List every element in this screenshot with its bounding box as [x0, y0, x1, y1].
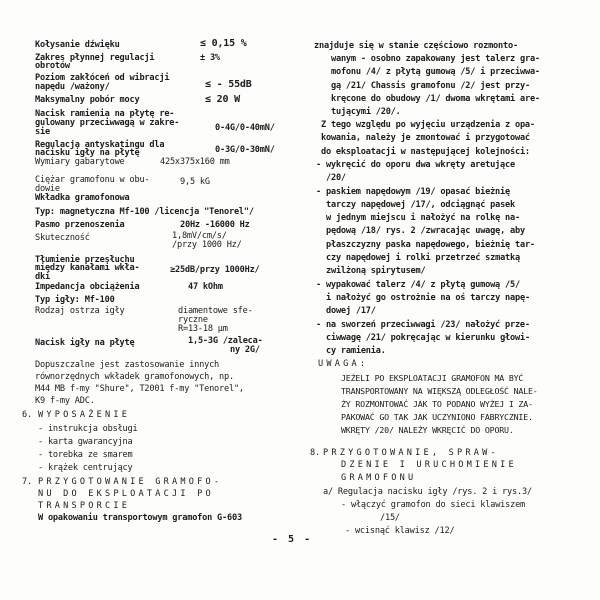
body-line: kręcone do obudowy /1/ dwoma wkrętami are-	[331, 94, 540, 104]
body-line: mofonu /4/ z płytą gumową /5/ i przeciwwa-	[331, 67, 540, 77]
body-line: /20/	[326, 173, 346, 183]
spec-label: nacisku igły na płytę	[35, 148, 140, 158]
section-number: 6.	[22, 410, 32, 420]
spec-label: Ciężar gramofonu w obu-	[35, 175, 150, 185]
spec-value: 425x375x160 mm	[160, 157, 230, 167]
spec-label: Skuteczność	[35, 233, 90, 243]
list-item: - włączyć gramofon do sieci klawiszem	[341, 500, 526, 510]
body-line: kowania, należy je zmontować i przygotować	[321, 133, 530, 143]
spec-value: 1,8mV/cm/s/	[172, 231, 227, 241]
section-title: DZENIE I URUCHOMIENIE	[341, 460, 517, 470]
list-item: - instrukcja obsługi	[38, 424, 138, 434]
section-title: TRANSPORCIE	[38, 501, 131, 511]
list-item: - wcisnąć klawisz /12/	[345, 526, 455, 536]
body-line: i nałożyć go ostrożnie na oś tarczy napę-	[326, 293, 530, 303]
section-text: W opakowaniu transportowym gramofon G-603	[38, 513, 242, 523]
spec-label: obrotów	[35, 61, 70, 71]
body-line: - paskiem napędowym /19/ opasać bieżnię	[316, 187, 510, 197]
body-line: - wypakować talerz /4/ z płytą gumową /5/	[316, 280, 520, 290]
spec-value: 47 kOhm	[188, 282, 223, 292]
spec-label: dowie	[35, 184, 60, 194]
body-line: czy napędowej i rolki przetrzeć szmatką	[326, 253, 520, 263]
spec-value: 20Hz -16000 Hz	[180, 220, 250, 230]
list-item: a/ Regulacja nacisku igły /rys. 2 i rys.3/	[323, 487, 532, 497]
note-line: M44 MB f-my "Shure", T2001 f-my "Tenorel",	[35, 384, 244, 394]
list-item: - karta gwarancyjna	[38, 437, 133, 447]
body-line: w jednym miejscu i nałożyć na rolkę na-	[326, 213, 520, 223]
section-title: PRZYGOTOWANIE GRAMOFO-	[38, 477, 223, 487]
spec-label: Wymiary gabarytowe	[35, 157, 125, 167]
body-line: - na sworzeń przeciwwagi /23/ nałożyć prze-	[316, 320, 530, 330]
spec-label: Nacisk ramienia na płytę re-	[35, 109, 175, 119]
spec-value: ryczne	[178, 315, 208, 325]
spec-label: Nacisk igły na płytę	[35, 338, 135, 348]
body-line: gą /21/ Chassis gramofonu /2/ jest przy-	[331, 81, 530, 91]
list-item: /15/	[380, 513, 400, 523]
body-line: ciwwagę /21/ pokręcając w kierunku głowi-	[326, 333, 530, 343]
spec-label: Pasmo przenoszenia	[35, 220, 125, 230]
warning-line: PAKOWAĆ GO TAK JAK UCZYNIONO FABRYCZNIE.	[341, 412, 533, 422]
spec-value: /przy 1000 Hz/	[172, 240, 242, 250]
spec-label: Maksymalny pobór mocy	[35, 95, 140, 105]
body-line: płaszczyzny paska napędowego, bieżnię tar-	[326, 240, 535, 250]
spec-value: R=13-18 µm	[178, 324, 228, 334]
spec-label: Wkładka gramofonowa	[35, 193, 130, 203]
spec-label: Rodzaj ostrza igły	[35, 306, 125, 316]
spec-label: między kanałami wkła-	[35, 263, 140, 273]
note-line: Dopuszczalne jest zastosowanie innych	[35, 360, 220, 370]
spec-label: dki	[35, 272, 50, 282]
spec-value: 9,5 kG	[180, 177, 210, 187]
spec-value: 0-4G/0-40mN/	[215, 123, 275, 133]
spec-label: Zakres płynnej regulacji	[35, 53, 155, 63]
spec-value: ≤ - 55dB	[205, 79, 252, 90]
spec-label: sie	[35, 127, 50, 137]
warning-line: TRANSPORTOWANY NA WIĘKSZĄ ODLEGŁOŚĆ NALE-	[341, 386, 538, 396]
section-number: 7.	[22, 477, 32, 487]
spec-label: Kołysanie dźwięku	[35, 40, 120, 50]
spec-value: diamentowe sfe-	[178, 306, 253, 316]
note-line: K9 f-my ADC.	[35, 396, 95, 406]
body-line: do eksploatacji w następującej kolejności:	[321, 147, 530, 157]
body-line: dowej /17/	[326, 306, 376, 316]
section-title: WYPOSAŻENIE	[38, 410, 131, 420]
body-line: cy ramienia.	[326, 346, 386, 356]
spec-label: Impedancja obciążenia	[35, 282, 140, 292]
spec-label: Typ: magnetyczna Mf-100 /licencja "Tenorel"/	[35, 207, 254, 217]
spec-value: 1,5-3G /zaleca-	[188, 336, 263, 346]
body-line: tującymi /20/.	[331, 107, 401, 117]
spec-value: ≤ 0,15 %	[200, 38, 247, 49]
spec-label: gulowany przeciwwagą w zakre-	[35, 118, 180, 128]
body-line: - wykręcić do oporu dwa wkręty aretujące	[316, 160, 515, 170]
spec-value: ≤ 20 W	[205, 94, 240, 105]
body-line: wanym - osobno zapakowany jest talerz gra-	[331, 54, 540, 64]
section-number: 8.	[310, 448, 320, 458]
spec-label: Tłumienie przesłuchu	[35, 255, 135, 265]
section-title: PRZYGOTOWANIE, SPRAW-	[323, 448, 499, 458]
warning-line: ŻY ROZMONTOWAĆ JAK TO PODANO WYŻEJ I ZA-	[341, 399, 533, 409]
section-title: GRAMOFONU	[341, 473, 417, 483]
body-line: pędową /18/ rys. 2 /zwracając uwagę, aby	[326, 226, 525, 236]
warning-line: JEŻELI PO EKSPLOATACJI GRAMOFON MA BYĆ	[341, 373, 524, 383]
body-line: tarczy napędowej /17/, odciągnąć pasek	[326, 200, 516, 210]
spec-label: napędu /ważony/	[35, 82, 110, 92]
page-number: - 5 -	[272, 534, 313, 545]
spec-label: Poziom zakłóceń od wibracji	[35, 73, 170, 83]
list-item: - torebka ze smarem	[38, 450, 133, 460]
body-line: znajduje się w stanie częściowo rozmonto-	[314, 41, 518, 51]
section-title: NU DO EKSPLOATACJI PO	[38, 489, 214, 499]
spec-label: Typ igły: Mf-100	[35, 295, 115, 305]
spec-value: ≥25dB/przy 1000Hz/	[170, 265, 260, 275]
warning-line: WKRĘTY /20/ NALEŻY WKRĘCIĆ DO OPORU.	[341, 425, 514, 435]
warning-label: UWAGA:	[318, 359, 369, 369]
list-item: - krążek centrujący	[38, 463, 133, 473]
spec-value: ± 3%	[200, 53, 220, 63]
note-line: równorzędnych wkładek gramofonowych, np.	[35, 372, 234, 382]
spec-label: Regulacja antyskatingu dla	[35, 140, 165, 150]
spec-value: ny 2G/	[230, 345, 260, 355]
body-line: zwilżoną spirytusem/	[326, 266, 426, 276]
body-line: Z tego względu po wyjęciu urządzenia z opa-	[321, 120, 535, 130]
spec-value: 0-3G/0-30mN/	[215, 145, 275, 155]
